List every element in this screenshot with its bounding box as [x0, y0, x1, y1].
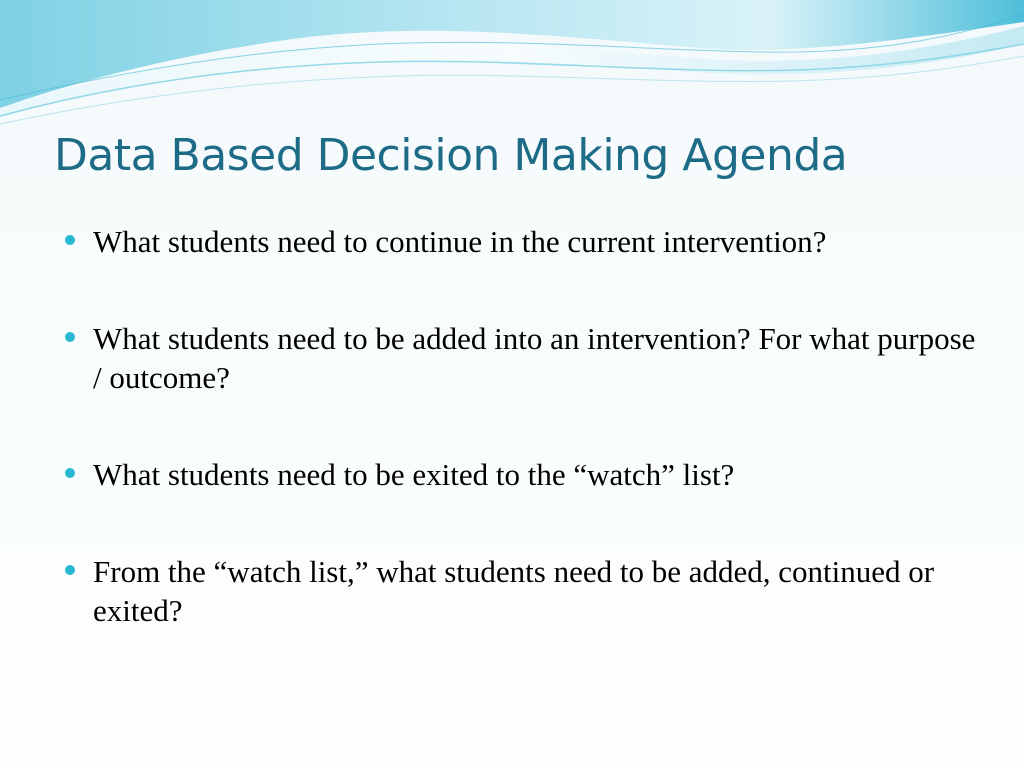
- slide-title: Data Based Decision Making Agenda: [54, 130, 848, 181]
- bullet-icon: [65, 468, 75, 478]
- wave-header-decoration: [0, 0, 1024, 130]
- bullet-text: What students need to be exited to the “watch” list?: [93, 457, 735, 492]
- bullet-icon: [65, 332, 75, 342]
- bullet-list: [60, 222, 980, 688]
- bullet-item: [60, 455, 980, 494]
- bullet-icon: [65, 235, 75, 245]
- bullet-item: [60, 552, 980, 630]
- bullet-item: [60, 222, 980, 261]
- bullet-text: From the “watch list,” what students need to be added, continued or exited?: [93, 554, 935, 628]
- bullet-text: What students need to continue in the current intervention?: [93, 224, 827, 259]
- bullet-text: What students need to be added into an intervention? For what purpose / outcome?: [93, 321, 976, 395]
- bullet-icon: [65, 565, 75, 575]
- bullet-item: [60, 319, 980, 397]
